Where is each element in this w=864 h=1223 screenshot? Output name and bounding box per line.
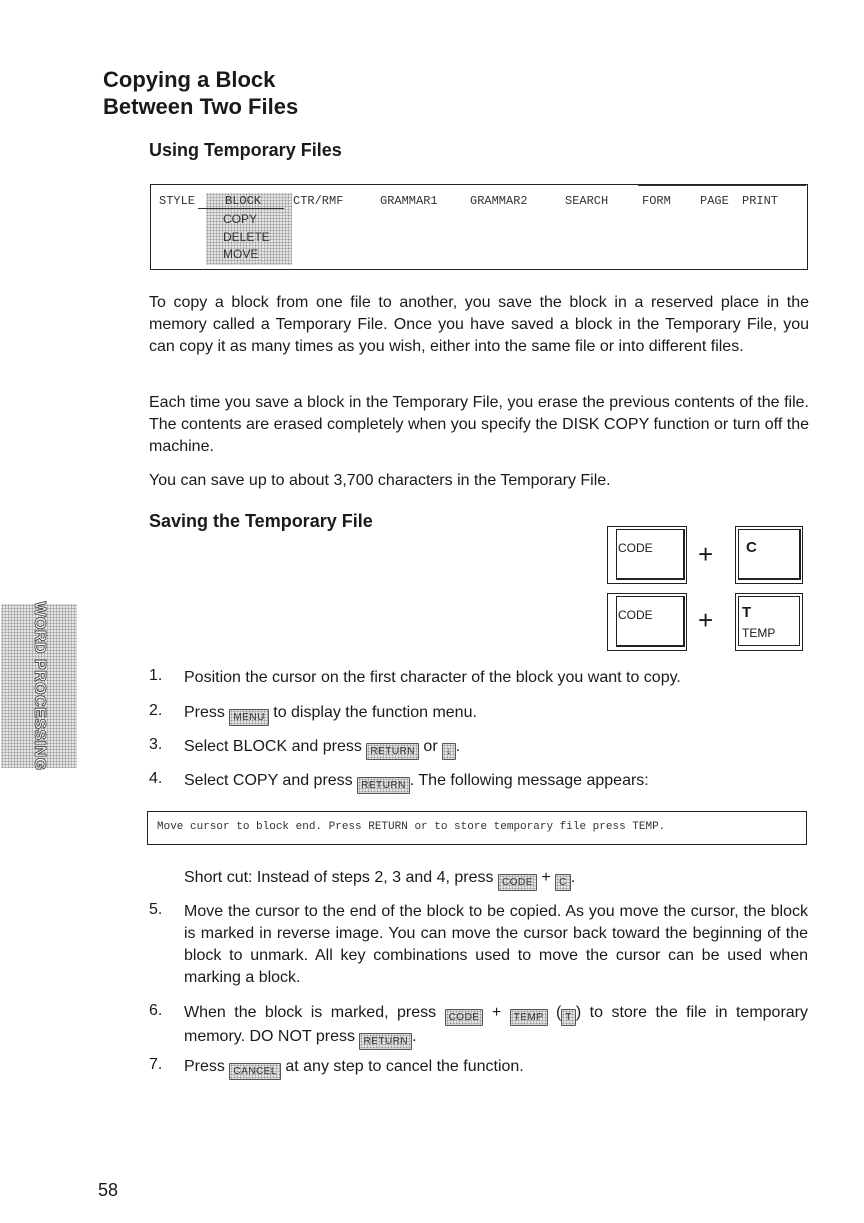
menu-key: MENU bbox=[229, 709, 268, 726]
c-key-inline: C bbox=[555, 874, 571, 891]
code-key-label-2: CODE bbox=[618, 608, 653, 622]
dropdown-item-move: MOVE bbox=[223, 247, 259, 261]
step-4-number: 4. bbox=[149, 770, 163, 787]
title-line-2: Between Two Files bbox=[103, 94, 299, 119]
shortcut-text: Short cut: Instead of steps 2, 3 and 4, press CODE + C . bbox=[184, 867, 808, 891]
step-6-number: 6. bbox=[149, 1002, 163, 1019]
step-1-text: Position the cursor on the first character of the block you want to copy. bbox=[184, 669, 681, 686]
section-heading-saving: Saving the Temporary File bbox=[149, 511, 373, 531]
menu-item-page: PAGE bbox=[700, 194, 729, 208]
step-7-number: 7. bbox=[149, 1056, 163, 1073]
step-6-text: When the block is marked, press CODE + TEMP ( T ) to store the file in temporary memory. DO NOT press RETURN . bbox=[184, 1002, 808, 1050]
c-key-letter: C bbox=[746, 539, 757, 556]
menu-item-style: STYLE bbox=[159, 194, 196, 208]
t-temp-key-diagram bbox=[735, 593, 803, 651]
temp-key-label: TEMP bbox=[742, 626, 776, 640]
code-key-label: CODE bbox=[618, 541, 653, 555]
step-5-number: 5. bbox=[149, 901, 163, 918]
menu-item-form: FORM bbox=[642, 194, 671, 208]
code-key-diagram-2 bbox=[607, 593, 687, 651]
t-key-letter: T bbox=[742, 604, 752, 621]
dropdown-item-copy: COPY bbox=[223, 212, 258, 226]
menu-item-ctr-rmf: CTR/RMF bbox=[293, 194, 344, 208]
status-message: Move cursor to block end. Press RETURN or to store temporary file press TEMP. bbox=[157, 821, 666, 833]
c-key-diagram bbox=[735, 526, 803, 584]
t-key-inline: T bbox=[561, 1009, 576, 1026]
step-2-number: 2. bbox=[149, 702, 163, 719]
message-box bbox=[147, 811, 807, 845]
code-key-inline: CODE bbox=[498, 874, 537, 891]
menu-item-grammar1: GRAMMAR1 bbox=[380, 194, 438, 208]
paragraph-intro: To copy a block from one file to another, you save the block in a reserved place in the memory called a Temporary File. Once you have saved a block in the Temporary File, you can copy it as many times as you wish, either into the same file or into different files. bbox=[149, 294, 809, 355]
return-key: RETURN bbox=[366, 743, 419, 760]
return-key-3: RETURN bbox=[359, 1033, 412, 1050]
menu-item-block: BLOCK bbox=[225, 194, 262, 208]
step-1-number: 1. bbox=[149, 667, 163, 684]
code-key-inline-2: CODE bbox=[445, 1009, 484, 1026]
paragraph-capacity: You can save up to about 3,700 characters in the Temporary File. bbox=[149, 472, 611, 489]
page-title bbox=[103, 66, 298, 120]
step-5-text: Move the cursor to the end of the block to be copied. As you move the cursor, the block is marked in reverse image. You can move the cursor back toward the beginning of the block to unmark. All key combinations used to move the cursor can be used when marking a block. bbox=[184, 903, 808, 986]
sidebar-section-tab bbox=[1, 601, 77, 771]
plus-sign-2: + bbox=[698, 605, 714, 635]
step-7-text: Press CANCEL at any step to cancel the function. bbox=[184, 1056, 808, 1080]
section-heading-temporary-files: Using Temporary Files bbox=[149, 140, 342, 160]
return-key-2: RETURN bbox=[357, 777, 410, 794]
step-4-text: Select COPY and press RETURN . The following message appears: bbox=[184, 770, 808, 794]
sidebar-label: WORD PROCESSING bbox=[31, 601, 48, 771]
paragraph-erase: Each time you save a block in the Temporary File, you erase the previous contents of the file. The contents are erased completely when you specify the DISK COPY function or turn off the machine. bbox=[149, 394, 809, 455]
page-number: 58 bbox=[98, 1180, 119, 1200]
menu-item-search: SEARCH bbox=[565, 194, 609, 208]
dropdown-item-delete: DELETE bbox=[223, 230, 270, 244]
menu-overline-right bbox=[638, 185, 806, 186]
cancel-key: CANCEL bbox=[229, 1063, 281, 1080]
menu-item-grammar2: GRAMMAR2 bbox=[470, 194, 528, 208]
menu-underline-block bbox=[198, 208, 284, 209]
plus-sign: + bbox=[698, 539, 714, 569]
step-2-text: Press MENU to display the function menu. bbox=[184, 702, 808, 726]
code-key-diagram-1 bbox=[607, 526, 687, 584]
menu-screen-illustration bbox=[150, 184, 808, 270]
step-3-text: Select BLOCK and press RETURN or ↓ . bbox=[184, 736, 808, 760]
menu-item-print: PRINT bbox=[742, 194, 779, 208]
step-3-number: 3. bbox=[149, 736, 163, 753]
down-arrow-key: ↓ bbox=[442, 743, 456, 760]
temp-key-inline: TEMP bbox=[510, 1009, 548, 1026]
title-line-1: Copying a Block bbox=[103, 67, 276, 92]
